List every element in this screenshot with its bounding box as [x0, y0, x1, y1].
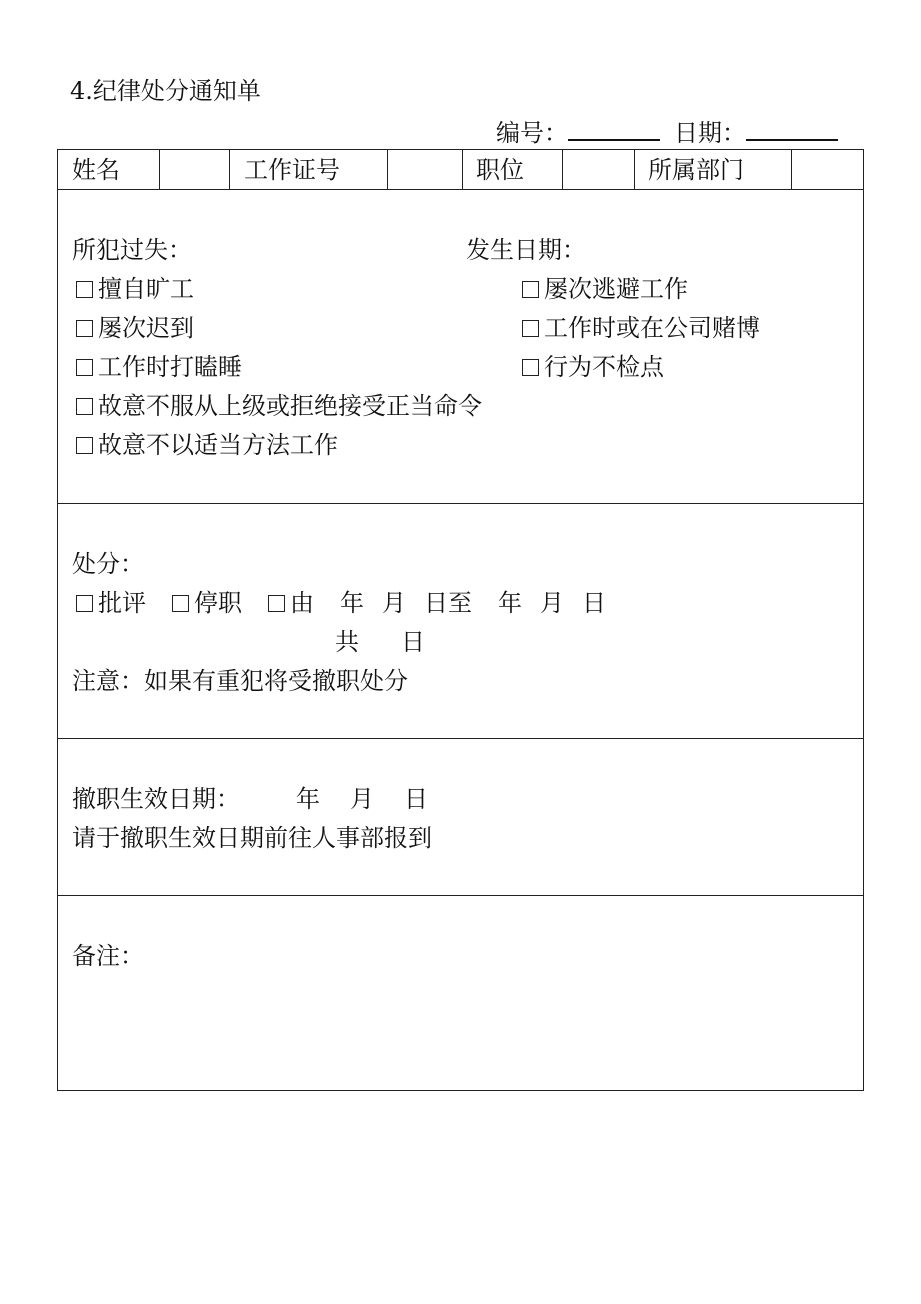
offense-option[interactable]: 擅自旷工: [76, 272, 194, 306]
total-label: 共: [335, 628, 359, 656]
divider: [387, 150, 388, 189]
offense-option[interactable]: 故意不以适当方法工作: [76, 428, 338, 462]
penalty-options: [76, 586, 606, 620]
dismissal-year-label: 年: [296, 785, 320, 813]
remarks-label: 备注：: [72, 942, 144, 970]
penalty-label: 处分：: [72, 550, 144, 578]
discipline-form: [57, 149, 864, 1091]
offense-option[interactable]: 工作时或在公司赌博: [522, 311, 760, 345]
section-divider: [58, 503, 863, 504]
from-label: 由: [290, 589, 314, 617]
number-field[interactable]: [568, 114, 660, 141]
checkbox[interactable]: [76, 320, 93, 337]
criticize-checkbox[interactable]: [76, 595, 93, 612]
offense-option[interactable]: 工作时打瞌睡: [76, 350, 242, 384]
checkbox[interactable]: [76, 359, 93, 376]
section-divider: [58, 895, 863, 896]
offense-option[interactable]: 行为不检点: [522, 350, 664, 384]
row-divider: [58, 189, 863, 190]
section-divider: [58, 738, 863, 739]
divider: [159, 150, 160, 189]
divider: [791, 150, 792, 189]
checkbox[interactable]: [522, 359, 539, 376]
name-label: 姓名: [72, 156, 120, 184]
dismissal-effective-label: 撤职生效日期：: [72, 785, 240, 813]
to-label: 日至: [424, 589, 472, 617]
penalty-note: 注意：如果有重犯将受撤职处分: [72, 667, 408, 695]
dismissal-date-row: [72, 782, 428, 816]
dismissal-instruction: 请于撤职生效日期前往人事部报到: [72, 824, 432, 852]
form-meta: [496, 114, 838, 150]
divider: [562, 150, 563, 189]
from-month-label: 月: [382, 589, 406, 617]
offense-option[interactable]: 屡次逃避工作: [522, 272, 688, 306]
suspend-checkbox[interactable]: [172, 595, 189, 612]
date-field[interactable]: [746, 114, 838, 141]
occur-date-label: 发生日期：: [466, 236, 586, 264]
checkbox[interactable]: [76, 281, 93, 298]
dismissal-month-label: 月: [350, 785, 374, 813]
date-label: 日期：: [674, 119, 746, 147]
criticize-label: 批评: [98, 589, 146, 617]
department-label: 所属部门: [648, 156, 744, 184]
to-year-label: 年: [498, 589, 522, 617]
offense-label: 所犯过失：: [72, 236, 192, 264]
checkbox[interactable]: [76, 437, 93, 454]
dismissal-day-label: 日: [404, 785, 428, 813]
offense-option[interactable]: 屡次迟到: [76, 311, 194, 345]
checkbox[interactable]: [76, 398, 93, 415]
period-checkbox[interactable]: [268, 595, 285, 612]
checkbox[interactable]: [522, 281, 539, 298]
penalty-total: [335, 625, 425, 659]
checkbox[interactable]: [522, 320, 539, 337]
divider: [634, 150, 635, 189]
divider: [462, 150, 463, 189]
divider: [229, 150, 230, 189]
offense-option[interactable]: 故意不服从上级或拒绝接受正当命令: [76, 389, 482, 423]
position-label: 职位: [476, 156, 524, 184]
to-day-label: 日: [582, 589, 606, 617]
badge-label: 工作证号: [244, 156, 340, 184]
number-label: 编号：: [496, 119, 568, 147]
to-month-label: 月: [540, 589, 564, 617]
total-day-label: 日: [401, 628, 425, 656]
suspend-label: 停职: [194, 589, 242, 617]
form-title: 4.纪律处分通知单: [70, 77, 261, 105]
from-year-label: 年: [340, 589, 364, 617]
